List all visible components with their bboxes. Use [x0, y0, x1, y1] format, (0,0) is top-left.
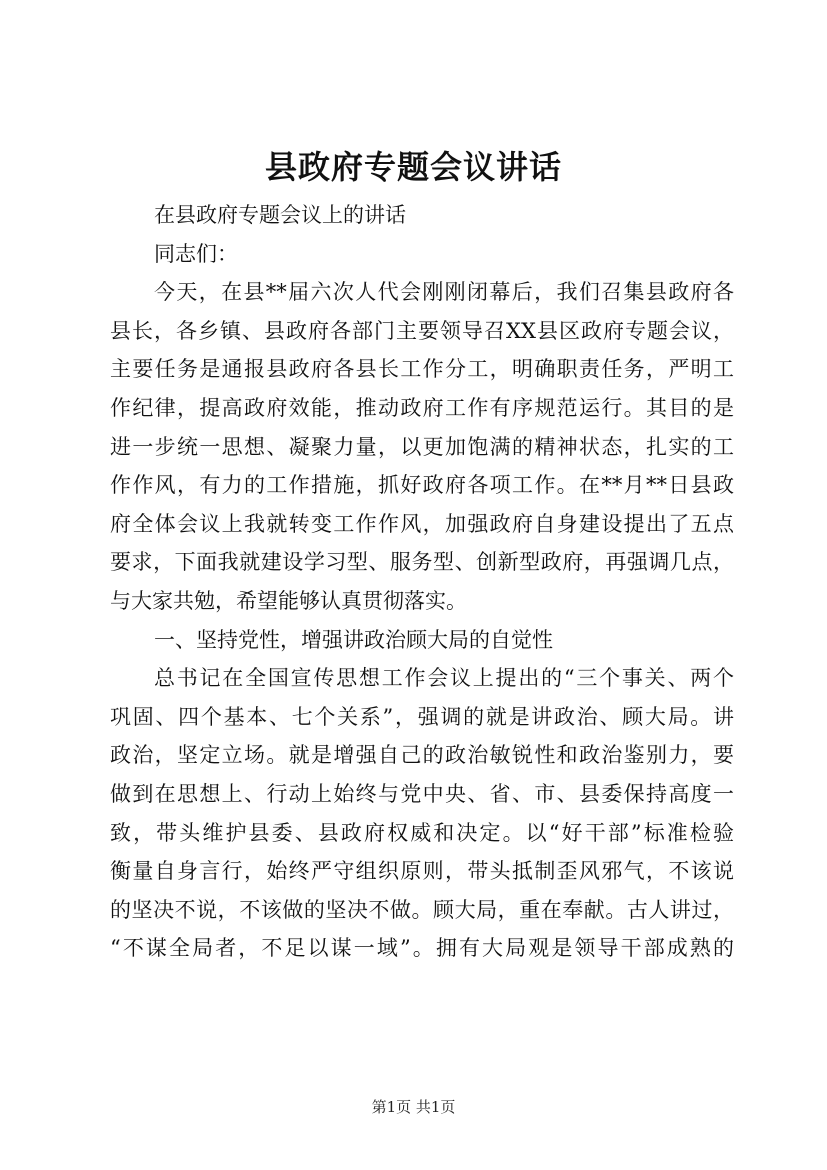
- paragraph-line: 衡量自身言行，始终严守组织原则，带头抵制歪风邪气，不该说: [110, 859, 734, 884]
- paragraph-line: 进一步统一思想、凝聚力量，以更加饱满的精神状态，扎实的工: [110, 434, 734, 459]
- subtitle-line: 在县政府专题会议上的讲话: [154, 203, 406, 227]
- salutation-line: 同志们：: [154, 241, 238, 266]
- paragraph-line: 府全体会议上我就转变工作作风，加强政府自身建设提出了五点: [110, 511, 734, 536]
- paragraph-line: 作纪律，提高政府效能，推动政府工作有序规范运行。其目的是: [110, 395, 734, 420]
- paragraph-line: 致，带头维护县委、县政府权威和决定。以“好干部”标准检验: [110, 820, 734, 845]
- paragraph-line: 总书记在全国宣传思想工作会议上提出的“三个事关、两个: [154, 666, 734, 691]
- paragraph-line: 的坚决不说，不该做的坚决不做。顾大局，重在奉献。古人讲过，: [110, 897, 734, 922]
- paragraph-line: 县长，各乡镇、县政府各部门主要领导召XX县区政府专题会议，: [110, 318, 734, 343]
- paragraph-line: 与大家共勉，希望能够认真贯彻落实。: [110, 588, 467, 613]
- paragraph-line: 作作风，有力的工作措施，抓好政府各项工作。在**月**日县政: [110, 473, 734, 498]
- paragraph-line: “不谋全局者，不足以谋一域”。拥有大局观是领导干部成熟的: [110, 936, 734, 961]
- paragraph-line: 要求，下面我就建设学习型、服务型、创新型政府，再强调几点，: [110, 550, 734, 575]
- paragraph-line: 巩固、四个基本、七个关系”，强调的就是讲政治、顾大局。讲: [110, 704, 734, 729]
- paragraph-line: 主要任务是通报县政府各县长工作分工，明确职责任务，严明工: [110, 357, 734, 382]
- document-title: 县政府专题会议讲话: [264, 148, 562, 186]
- page-number-footer: 第1页 共1页: [371, 1098, 456, 1116]
- section-heading: 一、坚持党性，增强讲政治顾大局的自觉性: [154, 627, 553, 652]
- document-body: [110, 196, 734, 968]
- paragraph-line: 今天，在县**届六次人代会刚刚闭幕后，我们召集县政府各: [154, 280, 734, 305]
- paragraph-line: 政治，坚定立场。就是增强自己的政治敏锐性和政治鉴别力，要: [110, 743, 734, 768]
- paragraph-line: 做到在思想上、行动上始终与党中央、省、市、县委保持高度一: [110, 781, 734, 806]
